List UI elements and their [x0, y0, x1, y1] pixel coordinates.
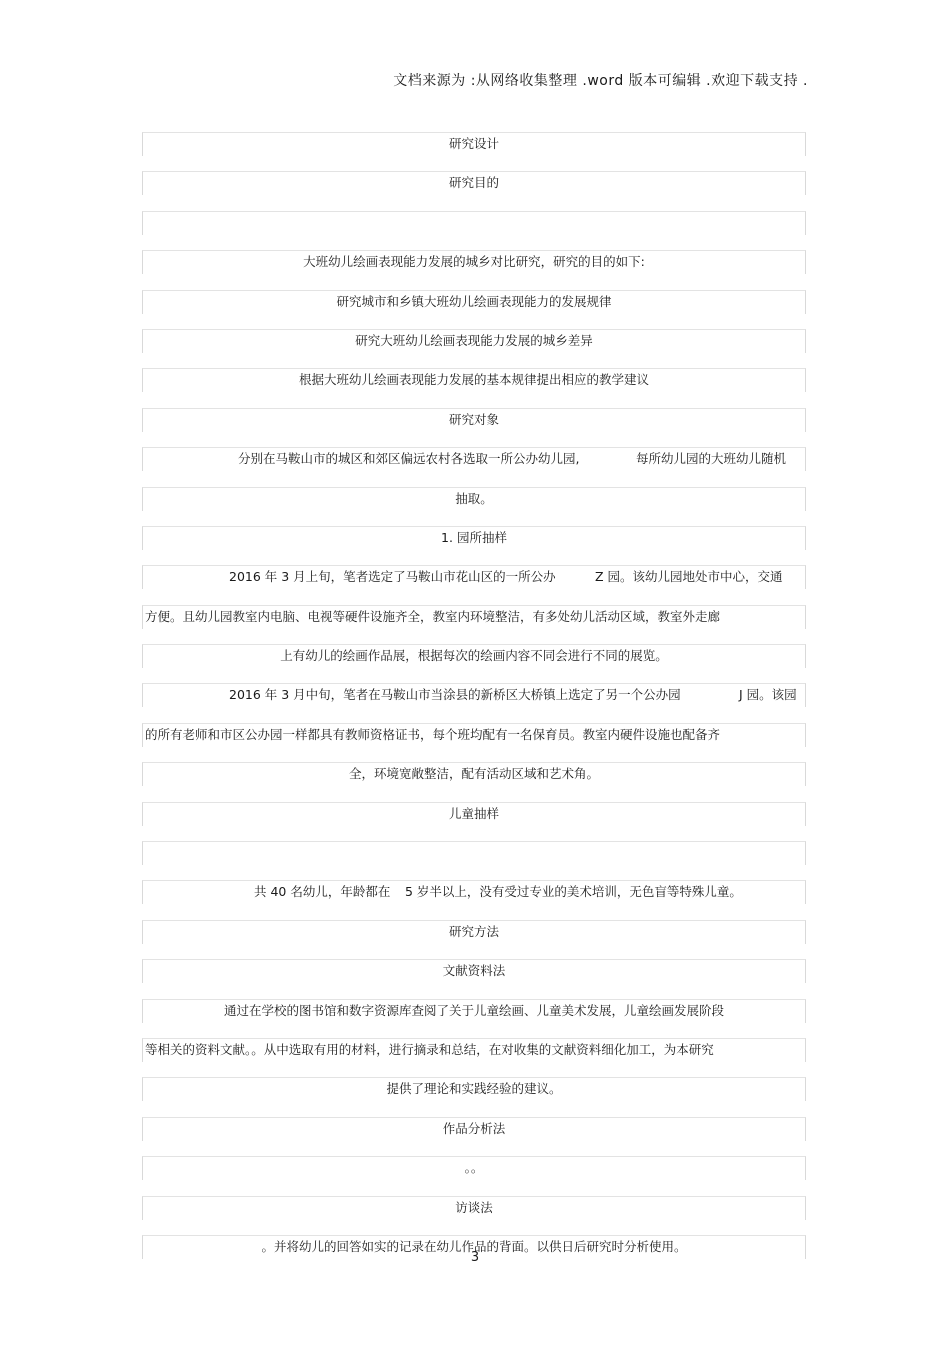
doc-line: 分别在马鞍山市的城区和郊区偏远农村各选取一所公办幼儿园, 每所幼儿园的大班幼儿随机: [142, 447, 806, 471]
doc-line: 共 40 名幼儿，年龄都在 5 岁半以上，没有受过专业的美术培训，无色盲等特殊儿童。: [142, 880, 806, 904]
doc-line: 。并将幼儿的回答如实的记录在幼儿作品的背面。以供日后研究时分析使用。: [142, 1235, 806, 1259]
doc-line: 提供了理论和实践经验的建议。: [142, 1077, 806, 1101]
doc-line: 研究城市和乡镇大班幼儿绘画表现能力的发展规律: [142, 290, 806, 314]
doc-line: 2016 年 3 月上旬，笔者选定了马鞍山市花山区的一所公办 Z 园。该幼儿园地处市中心，交通: [142, 565, 806, 589]
doc-line: 的所有老师和市区公办园一样都具有教师资格证书，每个班均配有一名保育员。教室内硬件设施也配备齐: [142, 723, 806, 747]
doc-line: 通过在学校的图书馆和数字资源库查阅了关于儿童绘画、儿童美术发展，儿童绘画发展阶段: [142, 999, 806, 1023]
page-header: 文档来源为 :从网络收集整理 .word 版本可编辑 .欢迎下载支持 .: [393, 73, 808, 89]
doc-line: 上有幼儿的绘画作品展，根据每次的绘画内容不同会进行不同的展览。: [142, 644, 806, 668]
doc-line: 抽取。: [142, 487, 806, 511]
doc-line: 方便。且幼儿园教室内电脑、电视等硬件设施齐全，教室内环境整洁，有多处幼儿活动区域，教室外走廊: [142, 605, 806, 629]
doc-line: 2016 年 3 月中旬，笔者在马鞍山市当涂县的新桥区大桥镇上选定了另一个公办园 J 园。该园: [142, 683, 806, 707]
doc-line: 等相关的资料文献。。从中选取有用的材料，进行摘录和总结，在对收集的文献资料细化加工，为本研究: [142, 1038, 806, 1062]
doc-line: 。。: [142, 1156, 806, 1180]
doc-line: 大班幼儿绘画表现能力发展的城乡对比研究，研究的目的如下:: [142, 250, 806, 274]
doc-line: 研究目的: [142, 171, 806, 195]
doc-line: 作品分析法: [142, 1117, 806, 1141]
doc-line: 研究对象: [142, 408, 806, 432]
doc-line: 研究方法: [142, 920, 806, 944]
doc-line: 访谈法: [142, 1196, 806, 1220]
doc-line: 儿童抽样: [142, 802, 806, 826]
doc-line: 1. 园所抽样: [142, 526, 806, 550]
doc-line: 根据大班幼儿绘画表现能力发展的基本规律提出相应的教学建议: [142, 368, 806, 392]
document-body: [142, 132, 806, 1274]
doc-line: 研究大班幼儿绘画表现能力发展的城乡差异: [142, 329, 806, 353]
doc-line: [142, 211, 806, 235]
doc-line: [142, 841, 806, 865]
doc-line: 文献资料法: [142, 959, 806, 983]
doc-line: 研究设计: [142, 132, 806, 156]
doc-line: 全，环境宽敞整洁，配有活动区域和艺术角。: [142, 762, 806, 786]
page-number: 3: [470, 1250, 480, 1265]
